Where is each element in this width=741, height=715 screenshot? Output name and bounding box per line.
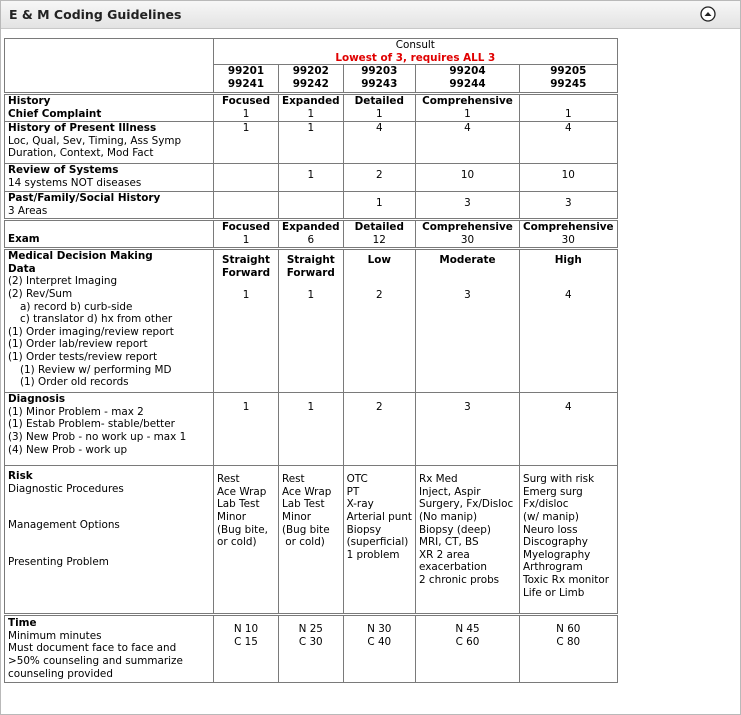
code-primary: 99202 bbox=[292, 65, 329, 78]
mdm-line: (2) Rev/Sum bbox=[8, 287, 73, 300]
diagnosis-value: 4 bbox=[519, 393, 617, 466]
time-c: C 60 bbox=[455, 635, 480, 648]
diagnosis-value: 3 bbox=[415, 393, 519, 466]
time-n: N 45 bbox=[455, 623, 480, 636]
diagnosis-line: (1) Estab Problem- stable/better bbox=[8, 418, 175, 431]
history-value: 1 bbox=[375, 107, 383, 120]
history-cell bbox=[279, 94, 344, 122]
hpi-line: Duration, Context, Mod Fact bbox=[8, 147, 154, 160]
mdm-level bbox=[347, 267, 412, 280]
history-level bbox=[523, 95, 614, 108]
chief-complaint-title: Chief Complaint bbox=[8, 107, 102, 120]
mdm-line: (1) Order lab/review report bbox=[8, 338, 148, 351]
risk-cell bbox=[519, 466, 617, 615]
time-row bbox=[5, 615, 618, 683]
time-c: C 15 bbox=[234, 635, 258, 648]
exam-level: Focused bbox=[221, 221, 271, 234]
history-value: 1 bbox=[564, 107, 572, 120]
code-cell bbox=[279, 65, 344, 94]
risk-item: Inject, Aspir bbox=[418, 485, 481, 498]
risk-item: or cold) bbox=[282, 536, 325, 549]
risk-item: Biopsy (deep) bbox=[418, 523, 491, 536]
mdm-cell bbox=[214, 249, 279, 393]
mdm-line: (2) Interpret Imaging bbox=[8, 275, 118, 288]
time-cell bbox=[343, 615, 415, 683]
risk-row bbox=[5, 466, 618, 615]
mdm-data-label: Data bbox=[8, 262, 36, 275]
risk-item: Lab Test bbox=[217, 498, 260, 511]
risk-item: OTC bbox=[346, 473, 368, 486]
time-cell bbox=[519, 615, 617, 683]
time-c: C 80 bbox=[556, 635, 581, 648]
ros-row bbox=[5, 164, 618, 192]
mdm-value: 1 bbox=[242, 289, 250, 302]
risk-item: (Bug bite bbox=[282, 523, 330, 536]
ros-value: 10 bbox=[415, 164, 519, 192]
code-secondary: 99241 bbox=[227, 77, 265, 90]
time-n: N 60 bbox=[556, 623, 581, 636]
chevron-up-circle-icon[interactable] bbox=[700, 6, 716, 22]
history-level: Focused bbox=[221, 95, 271, 108]
mdm-line: (1) Order old records bbox=[20, 376, 129, 389]
code-primary: 99205 bbox=[550, 65, 587, 78]
risk-item: Minor bbox=[282, 510, 312, 523]
mdm-cell bbox=[279, 249, 344, 393]
mdm-value: 4 bbox=[564, 289, 572, 302]
ros-label bbox=[5, 164, 214, 192]
code-secondary: 99244 bbox=[449, 77, 486, 90]
hpi-value: 1 bbox=[279, 122, 344, 164]
history-label bbox=[5, 94, 214, 122]
hpi-row bbox=[5, 122, 618, 164]
guidelines-table bbox=[4, 38, 618, 683]
pfsh-line: 3 Areas bbox=[8, 204, 48, 217]
diagnosis-line: (1) Minor Problem - max 2 bbox=[8, 405, 144, 418]
code-cell bbox=[519, 65, 617, 94]
risk-item: Ace Wrap bbox=[217, 485, 267, 498]
hpi-label bbox=[5, 122, 214, 164]
exam-level: Detailed bbox=[354, 221, 404, 234]
hpi-line: Loc, Qual, Sev, Timing, Ass Symp bbox=[8, 134, 182, 147]
mdm-line: c) translator d) hx from other bbox=[20, 313, 173, 326]
exam-level: Expanded bbox=[282, 221, 340, 234]
guidelines-table-wrap bbox=[4, 38, 618, 683]
history-cell bbox=[214, 94, 279, 122]
exam-level: Comprehensive bbox=[522, 221, 614, 234]
history-level: Expanded bbox=[282, 95, 340, 108]
diagnosis-value: 2 bbox=[343, 393, 415, 466]
risk-item: Life or Limb bbox=[522, 586, 585, 599]
hpi-title: History of Present Illness bbox=[8, 122, 157, 135]
risk-item: exacerbation bbox=[418, 561, 487, 574]
pfsh-value: 1 bbox=[343, 192, 415, 220]
pfsh-title: Past/Family/Social History bbox=[8, 192, 161, 205]
consult-header-row bbox=[5, 39, 618, 65]
history-title: History bbox=[8, 95, 51, 108]
pfsh-label bbox=[5, 192, 214, 220]
diagnosis-title: Diagnosis bbox=[8, 393, 66, 406]
risk-item: Biopsy bbox=[346, 523, 382, 536]
exam-value: 6 bbox=[307, 233, 315, 246]
risk-item: MRI, CT, BS bbox=[418, 536, 479, 549]
ros-value bbox=[214, 164, 279, 192]
mdm-level: Moderate bbox=[439, 254, 496, 267]
risk-item: Arthrogram bbox=[522, 561, 583, 574]
consult-header bbox=[214, 39, 618, 65]
risk-item: Rest bbox=[282, 473, 305, 486]
risk-title: Risk bbox=[8, 470, 33, 483]
mdm-value: 3 bbox=[464, 289, 471, 302]
mdm-level: Straight bbox=[222, 254, 270, 267]
exam-row bbox=[5, 220, 618, 249]
ros-value: 2 bbox=[343, 164, 415, 192]
diagnosis-line: (3) New Prob - no work up - max 1 bbox=[8, 430, 187, 443]
diagnosis-row bbox=[5, 393, 618, 466]
risk-item: Discography bbox=[522, 536, 588, 549]
code-cell bbox=[343, 65, 415, 94]
exam-level: Comprehensive bbox=[422, 221, 513, 234]
risk-item: (Bug bite, bbox=[217, 523, 268, 536]
diagnosis-value: 1 bbox=[214, 393, 279, 466]
risk-management-label: Management Options bbox=[8, 519, 120, 532]
pfsh-value: 3 bbox=[415, 192, 519, 220]
time-label bbox=[5, 615, 214, 683]
consult-note: Lowest of 3, requires ALL 3 bbox=[335, 51, 496, 64]
pfsh-value: 3 bbox=[519, 192, 617, 220]
risk-cell bbox=[214, 466, 279, 615]
pfsh-value bbox=[214, 192, 279, 220]
diagnosis-value: 1 bbox=[279, 393, 344, 466]
time-n: N 10 bbox=[233, 623, 259, 636]
mdm-cell bbox=[519, 249, 617, 393]
ros-line: 14 systems NOT diseases bbox=[8, 176, 142, 189]
hpi-value: 4 bbox=[519, 122, 617, 164]
ros-value: 1 bbox=[279, 164, 344, 192]
mdm-level bbox=[523, 267, 614, 280]
mdm-level bbox=[419, 267, 516, 280]
risk-cell bbox=[343, 466, 415, 615]
risk-item: Rx Med bbox=[418, 473, 458, 486]
code-primary: 99203 bbox=[361, 65, 398, 78]
risk-item: Surgery, Fx/Disloc bbox=[418, 498, 514, 511]
consult-label: Consult bbox=[395, 39, 435, 51]
exam-value: 1 bbox=[242, 233, 250, 246]
risk-item: Neuro loss bbox=[522, 523, 578, 536]
time-n: N 30 bbox=[367, 623, 392, 636]
risk-item: 1 problem bbox=[346, 548, 400, 561]
risk-item: Toxic Rx monitor bbox=[522, 573, 609, 586]
mdm-title: Medical Decision Making bbox=[8, 250, 153, 263]
risk-item: Fx/disloc bbox=[522, 498, 569, 511]
code-primary: 99201 bbox=[227, 65, 265, 78]
mdm-line: a) record b) curb-side bbox=[20, 300, 133, 313]
mdm-row bbox=[5, 249, 618, 393]
exam-cell bbox=[343, 220, 415, 249]
code-secondary: 99242 bbox=[292, 77, 329, 90]
mdm-line: (1) Order tests/review report bbox=[8, 350, 158, 363]
time-line: Minimum minutes bbox=[8, 629, 102, 642]
mdm-level: Low bbox=[367, 254, 391, 267]
risk-item: Lab Test bbox=[282, 498, 325, 511]
history-cell bbox=[519, 94, 617, 122]
risk-presenting-label: Presenting Problem bbox=[8, 555, 109, 568]
risk-item: Rest bbox=[217, 473, 240, 486]
history-value: 1 bbox=[464, 107, 471, 120]
risk-item: (w/ manip) bbox=[522, 510, 579, 523]
exam-cell bbox=[214, 220, 279, 249]
risk-cell bbox=[415, 466, 519, 615]
time-c: C 30 bbox=[298, 635, 323, 648]
hpi-value: 1 bbox=[214, 122, 279, 164]
time-cell bbox=[279, 615, 344, 683]
exam-label: Exam bbox=[5, 220, 214, 249]
panel-title: E & M Coding Guidelines bbox=[9, 7, 182, 22]
hpi-value: 4 bbox=[343, 122, 415, 164]
time-cell bbox=[214, 615, 279, 683]
risk-label bbox=[5, 466, 214, 615]
diagnosis-label bbox=[5, 393, 214, 466]
time-line: Must document face to face and >50% counseling and summarize counseling provided bbox=[8, 642, 183, 680]
exam-value: 12 bbox=[372, 233, 386, 246]
time-c: C 40 bbox=[367, 635, 392, 648]
risk-item: Surg with risk bbox=[522, 473, 595, 486]
code-cell bbox=[214, 65, 279, 94]
risk-item: X-ray bbox=[346, 498, 374, 511]
mdm-cell bbox=[415, 249, 519, 393]
risk-item: 2 chronic probs bbox=[418, 573, 500, 586]
risk-item: XR 2 area bbox=[418, 548, 470, 561]
history-value: 1 bbox=[242, 107, 250, 120]
code-secondary: 99245 bbox=[550, 77, 587, 90]
ros-value: 10 bbox=[519, 164, 617, 192]
history-cell bbox=[415, 94, 519, 122]
mdm-label bbox=[5, 249, 214, 393]
risk-item: (No manip) bbox=[418, 510, 478, 523]
history-row bbox=[5, 94, 618, 122]
time-n: N 25 bbox=[298, 623, 323, 636]
history-level: Comprehensive bbox=[422, 95, 513, 108]
risk-item: PT bbox=[346, 485, 360, 498]
exam-cell bbox=[279, 220, 344, 249]
risk-item: Arterial punt bbox=[346, 510, 412, 523]
risk-item: (superficial) bbox=[346, 536, 409, 549]
mdm-level: High bbox=[554, 254, 582, 267]
mdm-value: 2 bbox=[375, 289, 383, 302]
diagnosis-line: (4) New Prob - work up bbox=[8, 443, 128, 456]
mdm-level: Forward bbox=[286, 266, 335, 279]
mdm-line: (1) Review w/ performing MD bbox=[20, 363, 172, 376]
ros-title: Review of Systems bbox=[8, 164, 119, 177]
mdm-value: 1 bbox=[307, 289, 315, 302]
code-cell bbox=[415, 65, 519, 94]
risk-item: Myelography bbox=[522, 548, 591, 561]
risk-item: Ace Wrap bbox=[282, 485, 332, 498]
pfsh-value bbox=[279, 192, 344, 220]
panel-header bbox=[1, 1, 740, 29]
exam-value: 30 bbox=[561, 233, 575, 246]
time-cell bbox=[415, 615, 519, 683]
risk-item: or cold) bbox=[217, 536, 257, 549]
exam-cell bbox=[519, 220, 617, 249]
history-level: Detailed bbox=[354, 95, 404, 108]
mdm-level: Forward bbox=[221, 266, 271, 279]
exam-cell bbox=[415, 220, 519, 249]
mdm-cell bbox=[343, 249, 415, 393]
risk-item: Emerg surg bbox=[522, 485, 583, 498]
mdm-line: (1) Order imaging/review report bbox=[8, 325, 174, 338]
hpi-value: 4 bbox=[415, 122, 519, 164]
code-primary: 99204 bbox=[449, 65, 486, 78]
risk-item: Minor bbox=[217, 510, 247, 523]
pfsh-row bbox=[5, 192, 618, 220]
risk-cell bbox=[279, 466, 344, 615]
risk-diagnostic-label: Diagnostic Procedures bbox=[8, 482, 124, 495]
history-cell bbox=[343, 94, 415, 122]
code-secondary: 99243 bbox=[361, 77, 398, 90]
mdm-level: Straight bbox=[286, 254, 335, 267]
history-value: 1 bbox=[307, 107, 315, 120]
exam-value: 30 bbox=[460, 233, 475, 246]
time-title: Time bbox=[8, 617, 37, 630]
corner-cell bbox=[5, 39, 214, 94]
